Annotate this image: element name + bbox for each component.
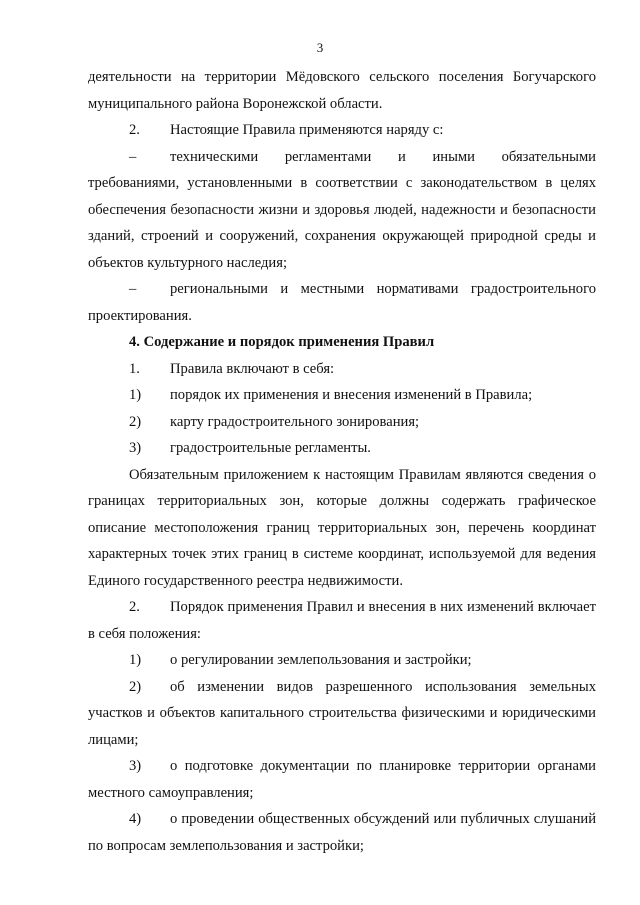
item-number: 2. bbox=[129, 122, 140, 138]
paragraph-dash-item bbox=[88, 144, 596, 277]
item-number: 1) bbox=[129, 387, 142, 403]
paragraph-item-2 bbox=[88, 117, 596, 144]
paragraph-dash-item bbox=[88, 276, 596, 329]
item-text: порядок их применения и внесения изменений в Правила; bbox=[170, 387, 533, 403]
list-item bbox=[88, 753, 596, 806]
document-body bbox=[88, 64, 596, 859]
item-number: 2) bbox=[129, 678, 142, 695]
item-number: 3) bbox=[129, 758, 142, 774]
paragraph-appendix: Обязательным приложением к настоящим Правилам являются сведения о границах территориальных зон, которые должны содержать графическое описание местоположения границ территориальных зон, перечень координат характерных точек этих границ в системе координат, используемой для ведения Единого государственного реестра недвижимости. bbox=[88, 466, 596, 589]
item-number: 1) bbox=[129, 652, 142, 668]
item-text: об изменении видов разрешенного использования земельных участков и объектов капитального строительства физическими и юридическими лицами; bbox=[88, 678, 596, 748]
list-item bbox=[88, 647, 596, 674]
item-text: Правила включают в себя: bbox=[170, 360, 335, 377]
item-text: градостроительные регламенты. bbox=[170, 440, 371, 456]
list-item bbox=[88, 674, 596, 754]
paragraph-item-1 bbox=[88, 356, 596, 383]
item-text: карту градостроительного зонирования; bbox=[170, 413, 420, 430]
item-text: техническими регламентами и иными обязательными требованиями, установленными в соответствии с законодательством в целях обеспечения безопасности жизни и здоровья людей, надежности и безопасности зданий, строений и сооружений, сохранения окружающей природной среды и объектов культурного наследия; bbox=[88, 148, 596, 271]
list-item bbox=[88, 806, 596, 859]
section-heading: 4. Содержание и порядок применения Правил bbox=[129, 334, 435, 350]
item-number: 3) bbox=[129, 440, 142, 456]
item-text: о регулировании землепользования и застройки; bbox=[170, 652, 472, 668]
list-item bbox=[88, 435, 596, 462]
item-text: о подготовке документации по планировке территории органами местного самоуправления; bbox=[88, 758, 596, 801]
list-item bbox=[88, 382, 596, 409]
list-item bbox=[88, 409, 596, 436]
item-number: 2) bbox=[129, 413, 142, 430]
item-number: 1. bbox=[129, 360, 140, 377]
page-number: 3 bbox=[316, 40, 324, 55]
paragraph-item-2 bbox=[88, 594, 596, 647]
dash-marker: – bbox=[129, 148, 137, 165]
item-text: региональными и местными нормативами градостроительного проектирования. bbox=[88, 281, 596, 324]
item-text: Порядок применения Правил и внесения в них изменений включает в себя положения: bbox=[88, 599, 596, 642]
item-number: 4) bbox=[129, 811, 142, 827]
item-number: 2. bbox=[129, 599, 140, 615]
paragraph-continuation: деятельности на территории Мёдовского сельского поселения Богучарского муниципального района Воронежской области. bbox=[88, 69, 596, 112]
item-text: о проведении общественных обсуждений или публичных слушаний по вопросам землепользования и застройки; bbox=[88, 811, 596, 854]
item-text: Настоящие Правила применяются наряду с: bbox=[170, 122, 444, 138]
dash-marker: – bbox=[129, 281, 137, 297]
